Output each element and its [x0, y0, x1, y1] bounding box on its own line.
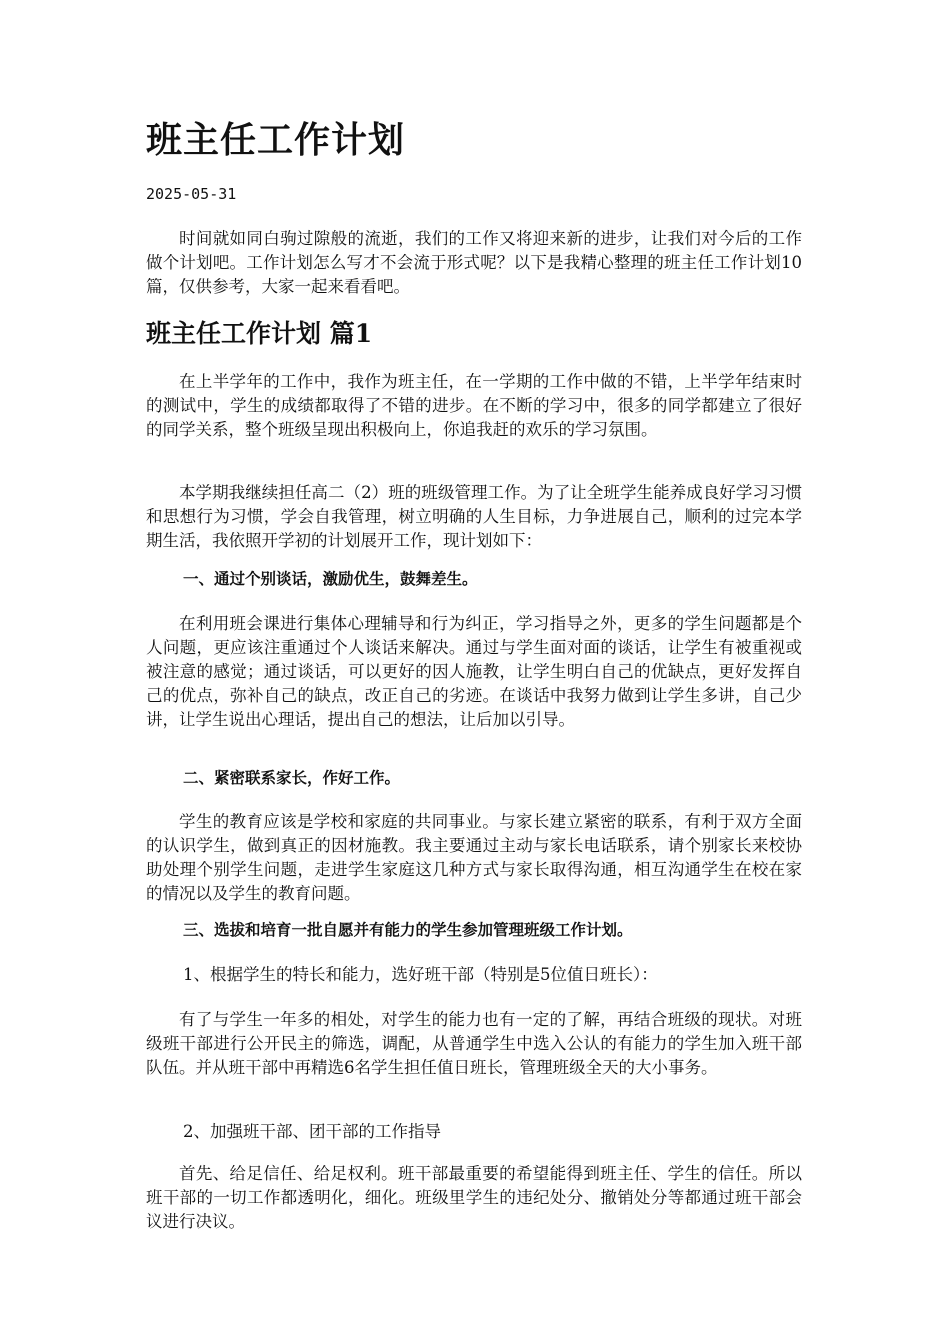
paragraph-4: 学生的教育应该是学校和家庭的共同事业。与家长建立紧密的联系，有利于双方全面的认识学生，做到真正的因材施教。我主要通过主动与家长电话联系，请个别家长来校协助处理个别学生问题，走进学生家庭这几种方式与家长取得沟通，相互沟通学生在校在家的情况以及学生的教育问题。 [146, 812, 802, 903]
paragraph-2: 本学期我继续担任高二（2）班的班级管理工作。为了让全班学生能养成良好学习习惯和思想行为习惯，学会自我管理，树立明确的人生目标，力争进展自己，顺利的过完本学期生活，我依照开学初的计划展开工作，现计划如下： [146, 483, 802, 550]
subheading-1: 一、通过个别谈话，激励优生，鼓舞差生。 [183, 570, 478, 588]
paragraph-5: 有了与学生一年多的相处，对学生的能力也有一定的了解，再结合班级的现状。对班级班干部进行公开民主的筛选，调配，从普通学生中选入公认的有能力的学生加入班干部队伍。并从班干部中再精选6名学生担任值日班长，管理班级全天的大小事务。 [146, 1010, 802, 1077]
paragraph-1: 在上半学年的工作中，我作为班主任，在一学期的工作中做的不错，上半学年结束时的测试中，学生的成绩都取得了不错的进步。在不断的学习中，很多的同学都建立了很好的同学关系，整个班级呈现出积极向上，你追我赶的欢乐的学习氛围。 [146, 372, 802, 439]
intro-paragraph: 时间就如同白驹过隙般的流逝，我们的工作又将迎来新的进步，让我们对今后的工作做个计划吧。工作计划怎么写才不会流于形式呢？以下是我精心整理的班主任工作计划10篇，仅供参考，大家一起来看看吧。 [146, 229, 802, 296]
section-title: 班主任工作计划 篇1 [146, 319, 373, 348]
list-item-2: 2、加强班干部、团干部的工作指导 [183, 1122, 441, 1141]
subheading-2: 二、紧密联系家长，作好工作。 [183, 769, 401, 787]
list-item-1: 1、根据学生的特长和能力，选好班干部（特别是5位值日班长）： [183, 965, 658, 984]
publish-date: 2025-05-31 [146, 185, 237, 203]
document-title: 班主任工作计划 [146, 119, 406, 161]
paragraph-3: 在利用班会课进行集体心理辅导和行为纠正，学习指导之外，更多的学生问题都是个人问题，更应该注重通过个人谈话来解决。通过与学生面对面的谈话，让学生有被重视或被注意的感觉；通过谈话，可以更好的因人施教，让学生明白自己的优缺点，更好发挥自己的优点，弥补自己的缺点，改正自己的劣迹。在谈话中我努力做到让学生多讲，自己少讲，让学生说出心理话，提出自己的想法，让后加以引导。 [146, 614, 802, 729]
subheading-3: 三、选拔和培育一批自愿并有能力的学生参加管理班级工作计划。 [183, 921, 633, 939]
paragraph-6: 首先、给足信任、给足权利。班干部最重要的希望能得到班主任、学生的信任。所以班干部的一切工作都透明化，细化。班级里学生的违纪处分、撤销处分等都通过班干部会议进行决议。 [146, 1164, 802, 1231]
